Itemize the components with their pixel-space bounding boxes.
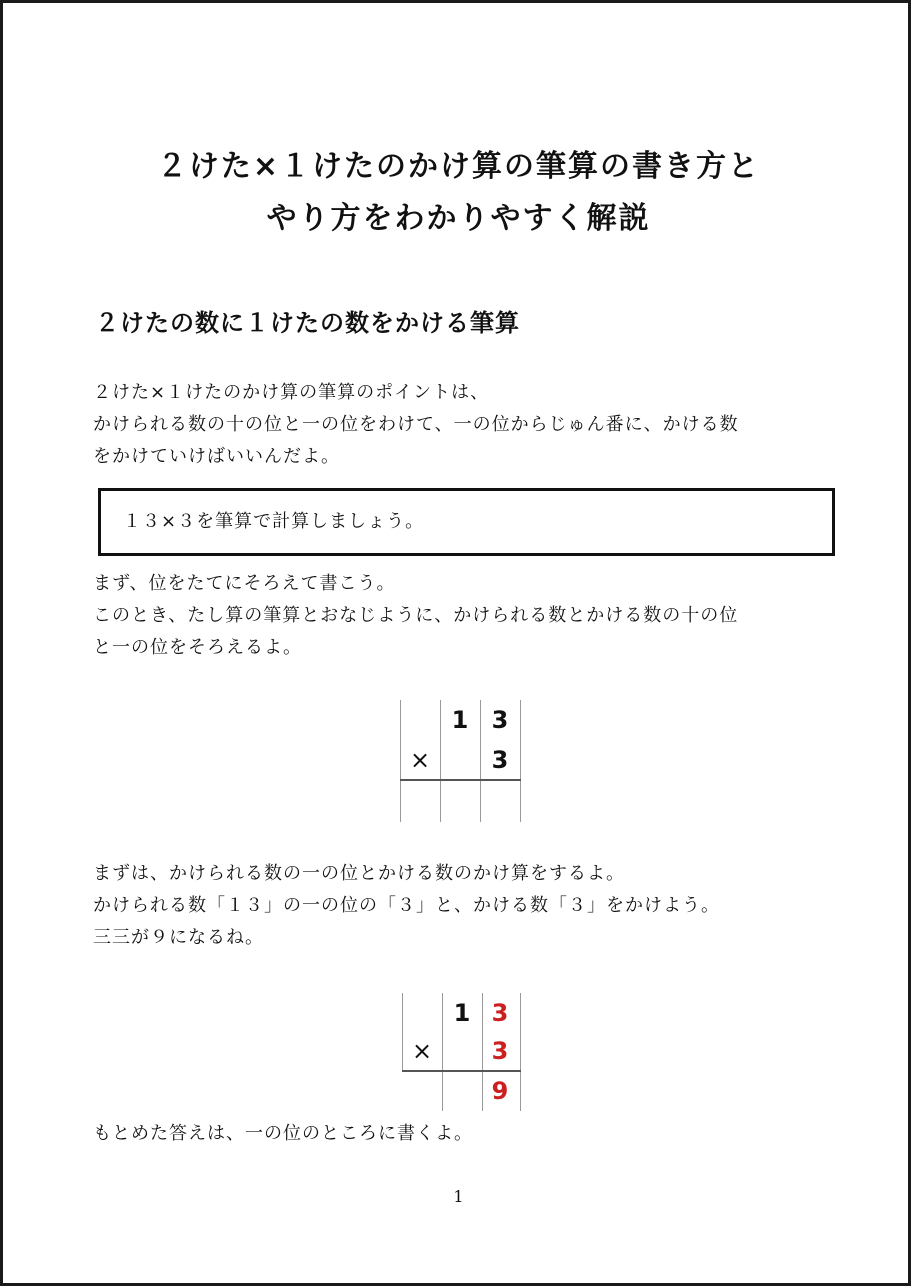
step1-line: まず、位をたてにそろえて書こう。 xyxy=(93,573,396,594)
step2-line: 三三が９になるね。 xyxy=(93,927,264,948)
problem-text: １３×３を筆算で計算しましょう。 xyxy=(123,511,425,532)
step1-paragraph xyxy=(93,568,833,664)
multiplicand-ones: 3 xyxy=(491,999,509,1027)
result-ones: 9 xyxy=(491,1077,509,1105)
calculation-grid-1 xyxy=(400,700,524,822)
intro-line: かけられる数の十の位と一の位をわけて、一の位からじゅん番に、かける数 xyxy=(93,414,739,435)
problem-box xyxy=(98,488,835,556)
calculation-grid-2 xyxy=(402,993,526,1111)
multiplicand-ones: 3 xyxy=(491,706,509,734)
title-line-2: やり方をわかりやすく解説 xyxy=(266,201,651,236)
page-number: 1 xyxy=(453,1187,464,1206)
multiply-sign: × xyxy=(411,1037,433,1065)
step2-line: かけられる数「１３」の一の位の「３」と、かける数「３」をかけよう。 xyxy=(93,895,720,916)
step2-paragraph xyxy=(93,858,833,954)
multiplier-ones: 3 xyxy=(491,746,509,774)
section-heading: ２けたの数に１けたの数をかける筆算 xyxy=(95,309,520,337)
multiplicand-tens: 1 xyxy=(451,706,469,734)
page-title xyxy=(3,141,911,245)
step2-line: まずは、かけられる数の一の位とかける数のかけ算をするよ。 xyxy=(93,863,625,884)
title-line-1: ２けた×１けたのかけ算の筆算の書き方と xyxy=(156,149,761,184)
step3-paragraph xyxy=(93,1118,833,1150)
intro-line: をかけていけばいいんだよ。 xyxy=(93,446,340,467)
intro-paragraph xyxy=(93,377,833,473)
step1-line: と一の位をそろえるよ。 xyxy=(93,637,302,658)
step3-line: もとめた答えは、一の位のところに書くよ。 xyxy=(93,1123,473,1144)
multiplicand-tens: 1 xyxy=(453,999,471,1027)
intro-line: ２けた×１けたのかけ算の筆算のポイントは、 xyxy=(93,382,490,403)
step1-line: このとき、たし算の筆算とおなじように、かけられる数とかける数の十の位 xyxy=(93,605,739,626)
multiplier-ones: 3 xyxy=(491,1037,509,1065)
multiply-sign: × xyxy=(409,746,431,774)
